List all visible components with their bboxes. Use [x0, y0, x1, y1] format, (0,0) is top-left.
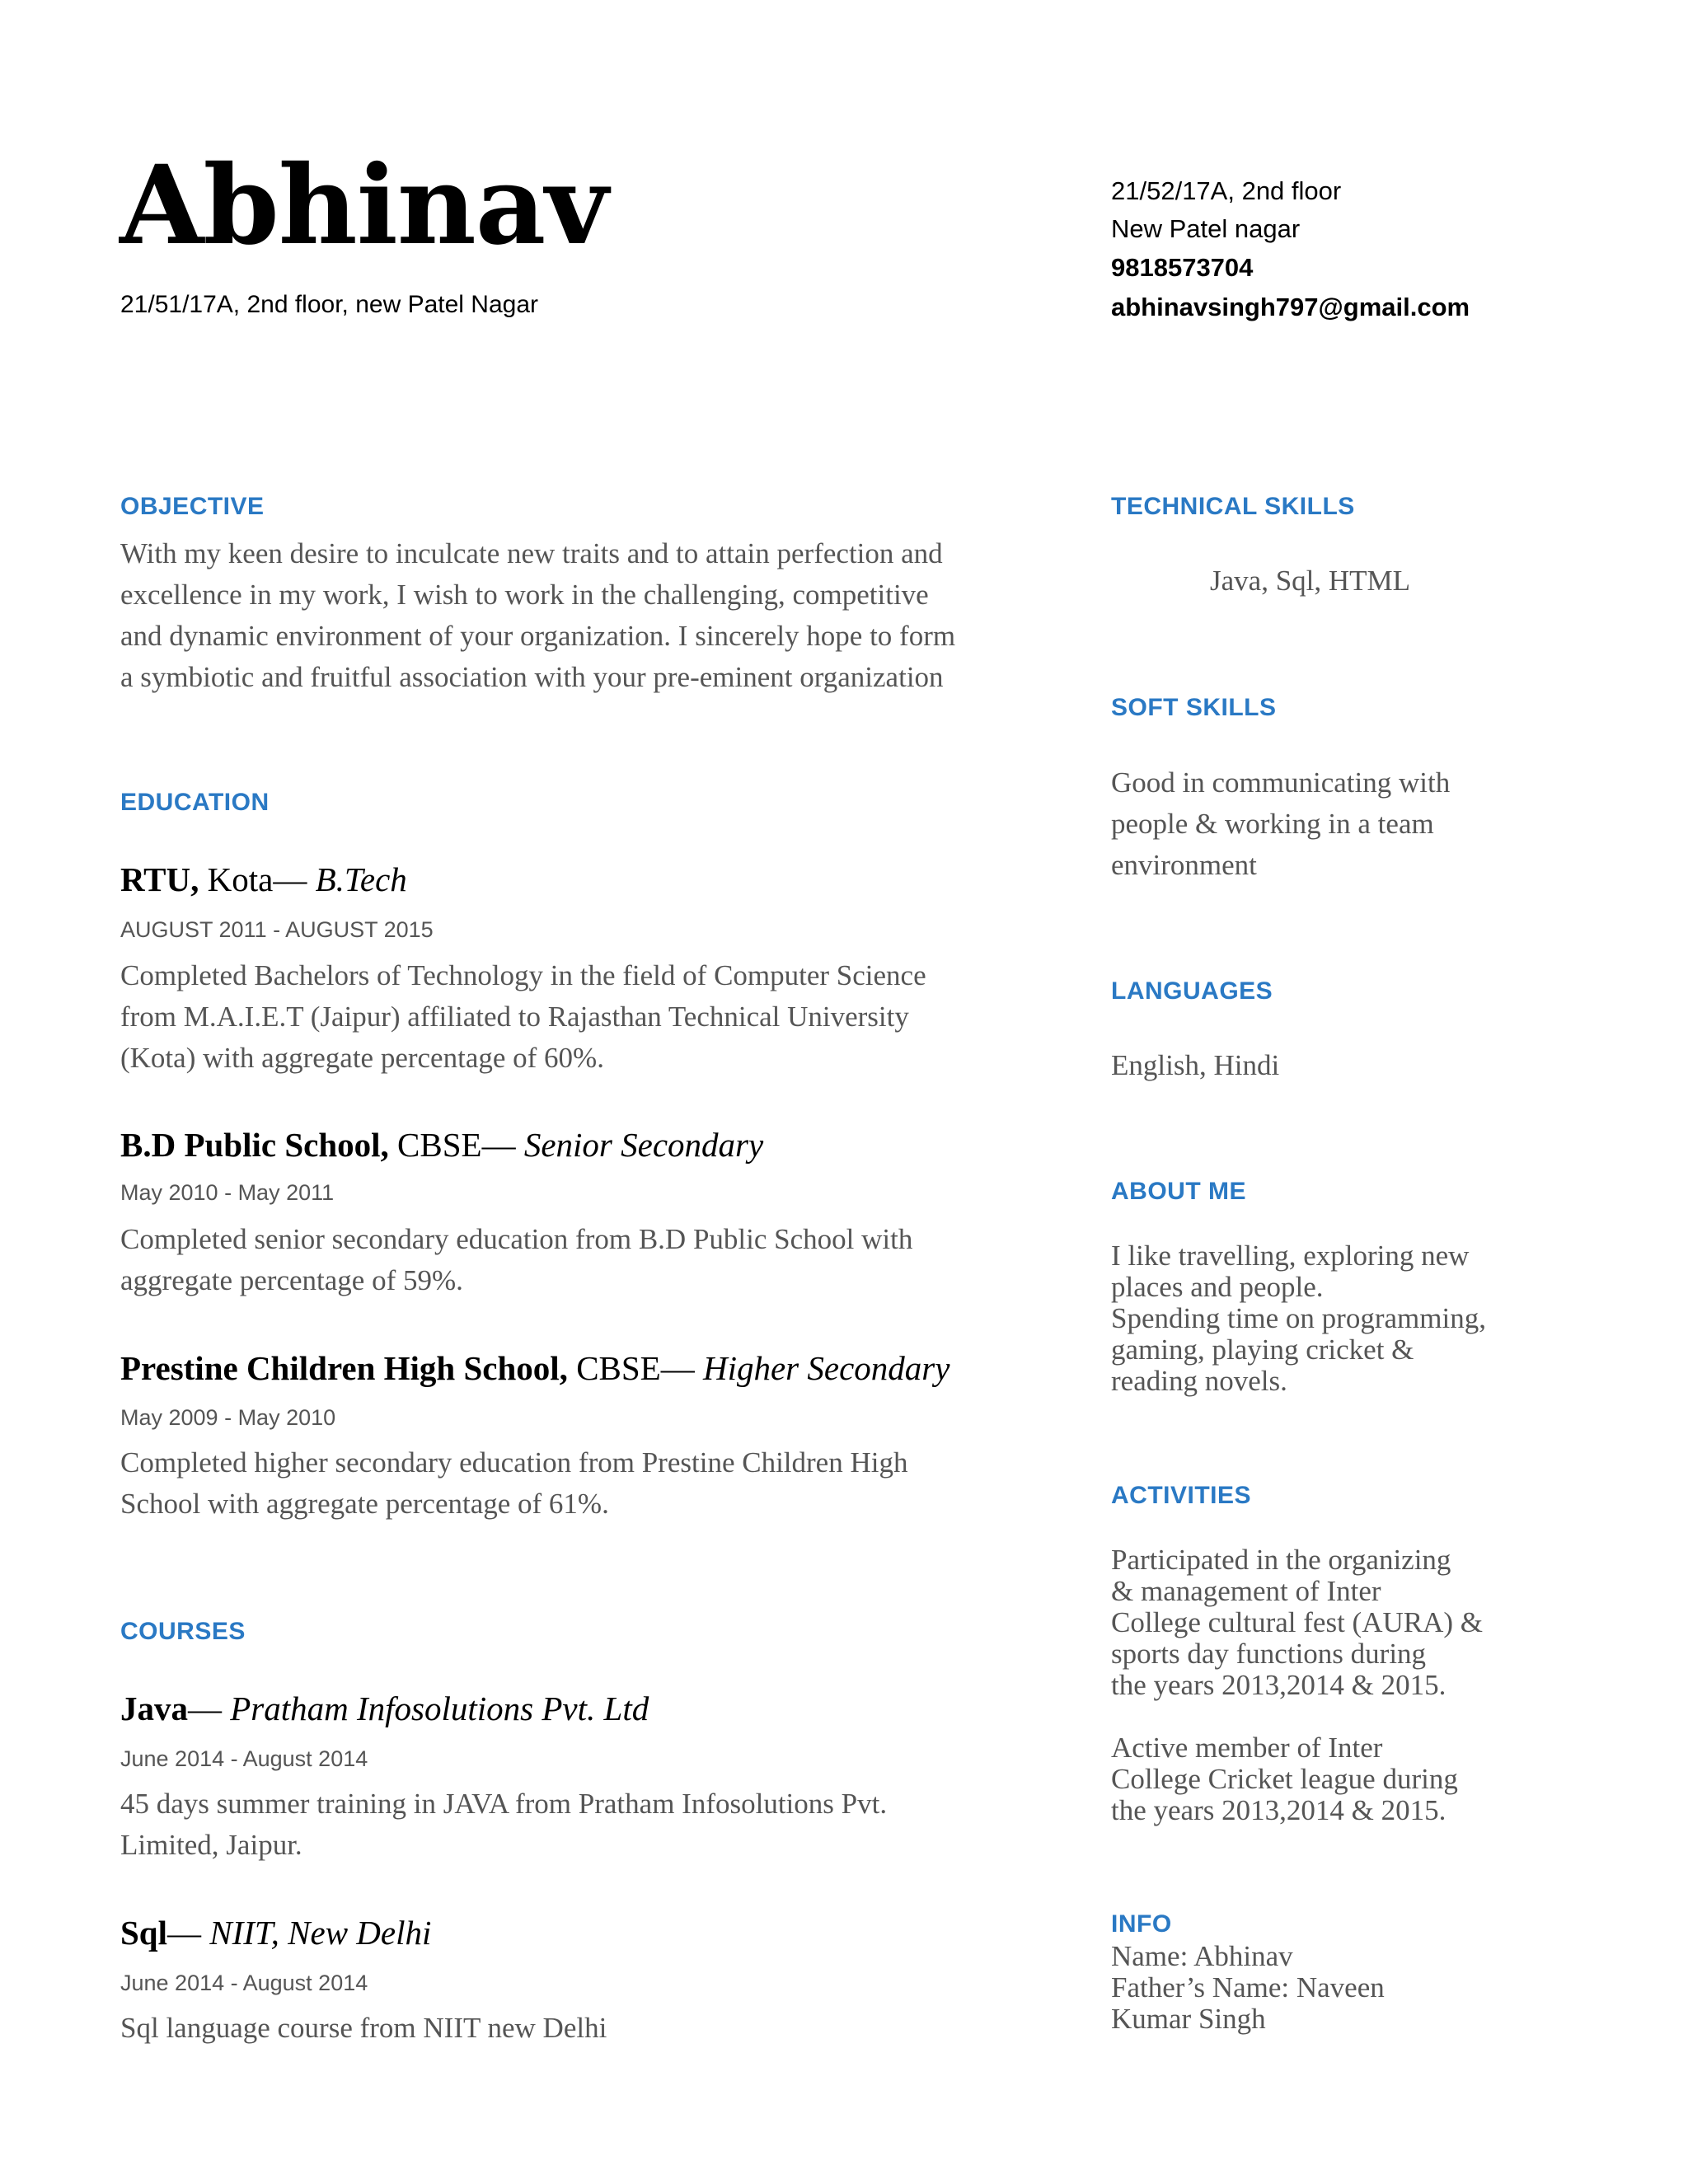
description-line: (Kota) with aggregate percentage of 60%. — [120, 1042, 604, 1074]
technical-skills-text: Java, Sql, HTML — [1210, 565, 1411, 597]
about-me-line: places and people. — [1111, 1271, 1324, 1303]
activities-line: sports day functions during — [1111, 1638, 1427, 1670]
about-me-line: I like travelling, exploring new — [1111, 1240, 1470, 1272]
em-dash: — — [167, 1914, 210, 1952]
objective-text — [120, 533, 1052, 698]
course-provider: Pratham Infosolutions Pvt. Ltd — [230, 1690, 649, 1727]
place: CBSE— — [397, 1126, 516, 1164]
soft-skills-line: environment — [1111, 849, 1257, 881]
soft-skills-text — [1111, 762, 1573, 886]
course-name: Java — [120, 1690, 188, 1727]
activities-line: the years 2013,2014 & 2015. — [1111, 1669, 1447, 1701]
about-me-heading: ABOUT ME — [1111, 1178, 1246, 1205]
activities-text — [1111, 1544, 1573, 1826]
resume-name: Abhinav — [120, 142, 608, 269]
education-entry-title — [120, 1124, 1052, 1165]
objective-line: a symbiotic and fruitful association with your pre-eminent organization — [120, 661, 944, 693]
description-line: Completed higher secondary education from Prestine Children High — [120, 1446, 908, 1479]
description-line: from M.A.I.E.T (Jaipur) affiliated to Rajasthan Technical University — [120, 1001, 909, 1033]
activities-line: the years 2013,2014 & 2015. — [1111, 1794, 1447, 1826]
education-description — [120, 955, 1052, 1079]
info-text — [1111, 1941, 1573, 2035]
course-name: Sql — [120, 1914, 167, 1952]
institution: Prestine Children High School, — [120, 1349, 568, 1387]
education-description — [120, 1219, 1052, 1301]
contact-address-line1: 21/52/17A, 2nd floor — [1111, 176, 1342, 205]
header-address: 21/51/17A, 2nd floor, new Patel Nagar — [120, 291, 539, 318]
info-line: Father’s Name: Naveen — [1111, 1971, 1385, 2004]
about-me-line: reading novels. — [1111, 1365, 1287, 1397]
education-description — [120, 1442, 1052, 1525]
activities-heading: ACTIVITIES — [1111, 1482, 1252, 1509]
activities-line: College cultural fest (AURA) & — [1111, 1606, 1484, 1638]
objective-line: and dynamic environment of your organization. I sincerely hope to form — [120, 620, 956, 652]
description-line: Completed Bachelors of Technology in the field of Computer Science — [120, 959, 926, 991]
objective-line: With my keen desire to inculcate new traits and to attain perfection and — [120, 537, 943, 569]
description-line: Sql language course from NIIT new Delhi — [120, 2012, 607, 2044]
contact-phone: 9818573704 — [1111, 253, 1254, 282]
description-line: aggregate percentage of 59%. — [120, 1264, 463, 1296]
activities-line: Participated in the organizing — [1111, 1544, 1451, 1576]
languages-text: English, Hindi — [1111, 1049, 1280, 1081]
course-entry-title — [120, 1912, 1052, 1953]
place: Kota— — [207, 860, 307, 898]
activities-paragraph — [1111, 1544, 1573, 1701]
info-line: Kumar Singh — [1111, 2003, 1266, 2035]
description-line: Limited, Jaipur. — [120, 1829, 302, 1861]
education-dates: May 2010 - May 2011 — [120, 1180, 335, 1205]
place: CBSE— — [576, 1349, 695, 1387]
description-line: 45 days summer training in JAVA from Pratham Infosolutions Pvt. — [120, 1788, 888, 1820]
course-entry-title — [120, 1688, 1052, 1729]
description-line: School with aggregate percentage of 61%. — [120, 1488, 609, 1520]
about-me-text — [1111, 1240, 1573, 1397]
institution: RTU, — [120, 860, 199, 898]
course-dates: June 2014 - August 2014 — [120, 1971, 368, 1995]
education-dates: May 2009 - May 2010 — [120, 1405, 336, 1430]
activities-line: College Cricket league during — [1111, 1763, 1458, 1795]
soft-skills-line: people & working in a team — [1111, 808, 1434, 840]
info-heading: INFO — [1111, 1910, 1172, 1938]
education-dates: AUGUST 2011 - AUGUST 2015 — [120, 917, 434, 942]
education-entry-title — [120, 1347, 1052, 1389]
about-me-line: gaming, playing cricket & — [1111, 1333, 1414, 1366]
objective-heading: OBJECTIVE — [120, 493, 265, 520]
about-me-line: Spending time on programming, — [1111, 1302, 1486, 1334]
courses-heading: COURSES — [120, 1618, 246, 1645]
activities-line: Active member of Inter — [1111, 1732, 1383, 1764]
objective-line: excellence in my work, I wish to work in the challenging, competitive — [120, 579, 929, 611]
degree: B.Tech — [315, 860, 407, 898]
info-line: Name: Abhinav — [1111, 1940, 1293, 1972]
institution: B.D Public School, — [120, 1126, 389, 1164]
course-provider: NIIT, New Delhi — [209, 1914, 432, 1952]
activities-paragraph — [1111, 1732, 1573, 1826]
description-line: Completed senior secondary education from B.D Public School with — [120, 1223, 913, 1255]
em-dash: — — [188, 1690, 231, 1727]
languages-heading: LANGUAGES — [1111, 977, 1273, 1005]
degree: Higher Secondary — [702, 1349, 950, 1387]
soft-skills-line: Good in communicating with — [1111, 766, 1451, 799]
course-description — [120, 1783, 1052, 1866]
course-description — [120, 2008, 1052, 2049]
education-entry-title — [120, 859, 1052, 900]
education-heading: EDUCATION — [120, 789, 270, 816]
technical-skills-heading: TECHNICAL SKILLS — [1111, 493, 1355, 520]
activities-line: & management of Inter — [1111, 1575, 1381, 1607]
contact-address-line2: New Patel nagar — [1111, 214, 1301, 243]
degree: Senior Secondary — [523, 1126, 764, 1164]
course-dates: June 2014 - August 2014 — [120, 1746, 368, 1771]
contact-email: abhinavsingh797@gmail.com — [1111, 293, 1470, 321]
soft-skills-heading: SOFT SKILLS — [1111, 694, 1277, 721]
